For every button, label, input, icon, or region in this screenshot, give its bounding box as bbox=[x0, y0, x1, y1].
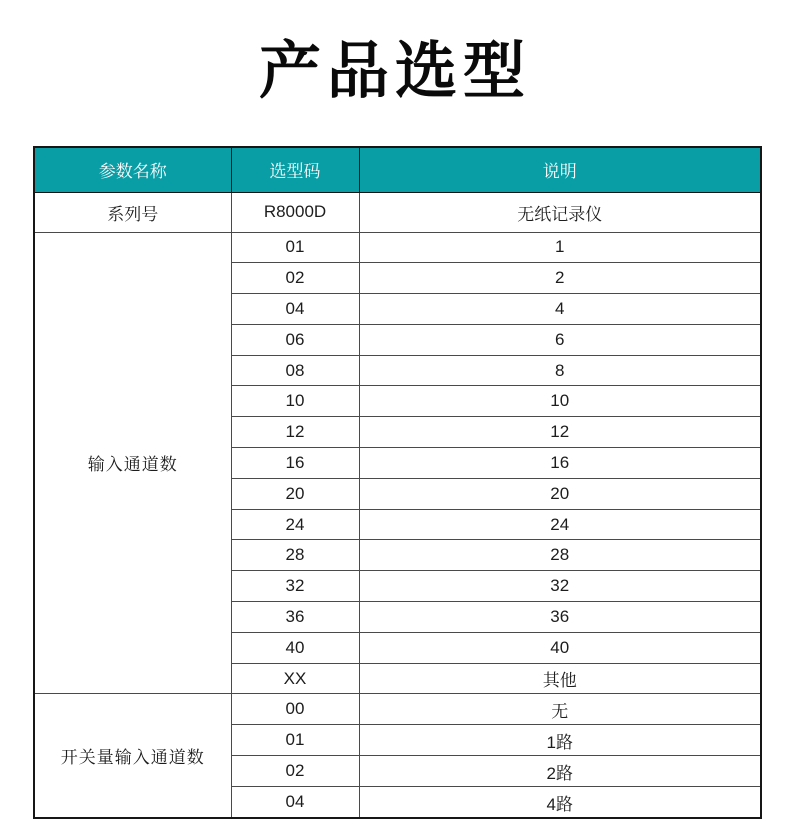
code-cell: 12 bbox=[231, 417, 359, 448]
desc-cell: 无 bbox=[359, 694, 761, 725]
desc-cell: 6 bbox=[359, 324, 761, 355]
table-row bbox=[34, 232, 761, 263]
desc-cell: 24 bbox=[359, 509, 761, 540]
page bbox=[0, 26, 790, 824]
desc-cell: 2路 bbox=[359, 756, 761, 787]
code-cell: 06 bbox=[231, 324, 359, 355]
code-cell: 02 bbox=[231, 756, 359, 787]
desc-cell: 32 bbox=[359, 571, 761, 602]
desc-cell: 28 bbox=[359, 540, 761, 571]
code-cell: 01 bbox=[231, 232, 359, 263]
table-row bbox=[34, 694, 761, 725]
desc-cell: 无纸记录仪 bbox=[359, 192, 761, 232]
desc-cell: 其他 bbox=[359, 663, 761, 694]
desc-cell: 40 bbox=[359, 632, 761, 663]
desc-cell: 1 bbox=[359, 232, 761, 263]
desc-cell: 36 bbox=[359, 602, 761, 633]
code-cell: XX bbox=[231, 663, 359, 694]
code-cell: 40 bbox=[231, 632, 359, 663]
code-cell: 20 bbox=[231, 478, 359, 509]
code-cell: 10 bbox=[231, 386, 359, 417]
desc-cell: 16 bbox=[359, 448, 761, 479]
product-selection-table bbox=[33, 146, 762, 819]
page-title: 产品选型 bbox=[258, 37, 531, 106]
header-param-name: 参数名称 bbox=[34, 147, 231, 192]
param-name-cell: 系列号 bbox=[34, 192, 231, 232]
group-cell-digital-input-channels: 开关量输入通道数 bbox=[34, 694, 231, 818]
group-cell-input-channels: 输入通道数 bbox=[34, 232, 231, 694]
desc-cell: 4 bbox=[359, 294, 761, 325]
desc-cell: 8 bbox=[359, 355, 761, 386]
desc-cell: 10 bbox=[359, 386, 761, 417]
code-cell: 32 bbox=[231, 571, 359, 602]
code-cell: 01 bbox=[231, 725, 359, 756]
header-description: 说明 bbox=[359, 147, 761, 192]
code-cell: 04 bbox=[231, 787, 359, 818]
desc-cell: 12 bbox=[359, 417, 761, 448]
code-cell: 28 bbox=[231, 540, 359, 571]
table-header-row bbox=[34, 147, 761, 192]
code-cell: 00 bbox=[231, 694, 359, 725]
desc-cell: 20 bbox=[359, 478, 761, 509]
code-cell: 02 bbox=[231, 263, 359, 294]
code-cell: 16 bbox=[231, 448, 359, 479]
desc-cell: 4路 bbox=[359, 787, 761, 818]
code-cell: R8000D bbox=[231, 192, 359, 232]
table-row-series bbox=[34, 192, 761, 232]
code-cell: 08 bbox=[231, 355, 359, 386]
code-cell: 04 bbox=[231, 294, 359, 325]
desc-cell: 2 bbox=[359, 263, 761, 294]
desc-cell: 1路 bbox=[359, 725, 761, 756]
code-cell: 24 bbox=[231, 509, 359, 540]
code-cell: 36 bbox=[231, 602, 359, 633]
header-code: 选型码 bbox=[231, 147, 359, 192]
